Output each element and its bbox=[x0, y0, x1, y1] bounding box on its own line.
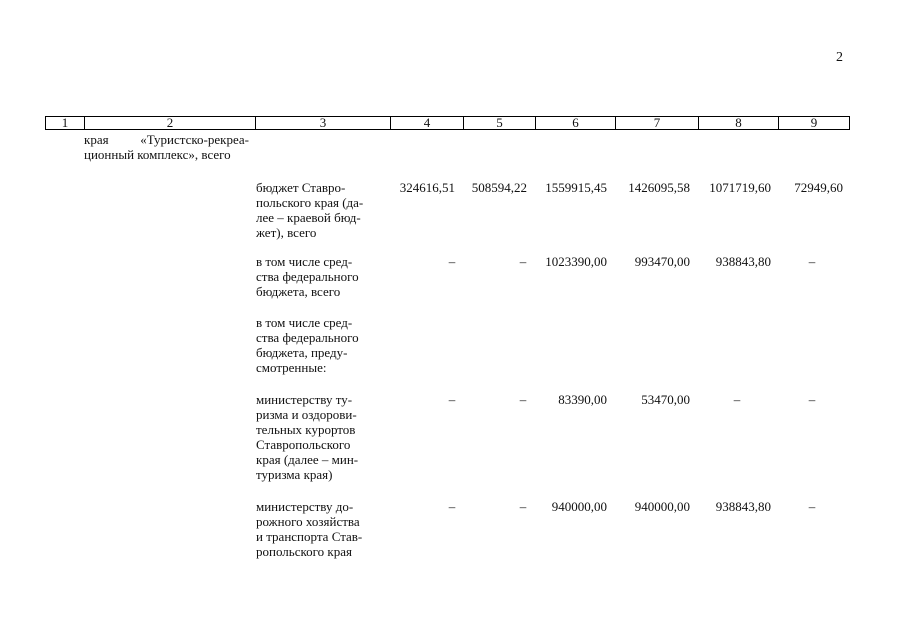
row-description bbox=[256, 315, 381, 375]
row-text-line: министерству ту- bbox=[256, 392, 353, 407]
row-value-col7: 940000,00 bbox=[634, 499, 690, 514]
row-text-line: ства федерального bbox=[256, 269, 359, 284]
row-text-line: Ставропольского bbox=[256, 437, 351, 452]
program-name-word: края bbox=[84, 132, 109, 147]
header-col-5: 5 bbox=[463, 117, 535, 129]
row-text-line: края (далее – мин- bbox=[256, 452, 359, 467]
row-value-col5: – bbox=[519, 499, 527, 514]
row-value-col6: 83390,00 bbox=[558, 392, 607, 407]
row-text-line: в том числе сред- bbox=[256, 254, 353, 269]
row-text-line: жет), всего bbox=[256, 225, 317, 240]
row-text-line: смотренные: bbox=[256, 360, 327, 375]
header-col-3: 3 bbox=[255, 117, 390, 129]
page-number: 2 bbox=[836, 50, 843, 65]
program-name-cell bbox=[84, 132, 249, 162]
header-col-9: 9 bbox=[778, 117, 849, 129]
row-description bbox=[256, 392, 381, 482]
row-value-col9: – bbox=[808, 392, 816, 407]
row-value-col7: 53470,00 bbox=[641, 392, 690, 407]
program-name-line-2: ционный комплекс», всего bbox=[84, 147, 231, 162]
row-text-line: бюджет Ставро- bbox=[256, 180, 346, 195]
row-value-col8: – bbox=[733, 392, 741, 407]
header-col-6: 6 bbox=[535, 117, 615, 129]
row-text-line: и транспорта Став- bbox=[256, 529, 363, 544]
row-text-line: рожного хозяйства bbox=[256, 514, 360, 529]
row-value-col7: 993470,00 bbox=[634, 254, 690, 269]
row-value-col8: 938843,80 bbox=[715, 499, 771, 514]
row-description bbox=[256, 180, 381, 240]
header-col-4: 4 bbox=[390, 117, 463, 129]
table-header-row bbox=[45, 116, 850, 130]
row-value-col6: 1023390,00 bbox=[545, 254, 607, 269]
row-description bbox=[256, 254, 381, 299]
row-value-col8: 938843,80 bbox=[715, 254, 771, 269]
row-text-line: лее – краевой бюд- bbox=[256, 210, 361, 225]
row-text-line: бюджета, всего bbox=[256, 284, 341, 299]
header-col-7: 7 bbox=[615, 117, 698, 129]
header-col-8: 8 bbox=[698, 117, 778, 129]
row-text-line: тельных курортов bbox=[256, 422, 356, 437]
row-text-line: бюджета, преду- bbox=[256, 345, 348, 360]
row-text-line: ропольского края bbox=[256, 544, 352, 559]
row-value-col9: – bbox=[808, 254, 816, 269]
row-value-col8: 1071719,60 bbox=[709, 180, 771, 195]
row-value-col6: 940000,00 bbox=[551, 499, 607, 514]
row-text-line: в том числе сред- bbox=[256, 315, 353, 330]
row-value-col9: – bbox=[808, 499, 816, 514]
row-text-line: министерству до- bbox=[256, 499, 354, 514]
row-text-line: ризма и оздорови- bbox=[256, 407, 357, 422]
program-name-line-1 bbox=[84, 132, 249, 147]
row-text-line: ства федерального bbox=[256, 330, 359, 345]
row-value-col5: – bbox=[519, 254, 527, 269]
row-value-col4: – bbox=[448, 499, 456, 514]
row-value-col4: – bbox=[448, 254, 456, 269]
header-col-2: 2 bbox=[84, 117, 255, 129]
row-value-col4: 324616,51 bbox=[399, 180, 455, 195]
row-value-col5: – bbox=[519, 392, 527, 407]
row-value-col9: 72949,60 bbox=[794, 180, 843, 195]
row-description bbox=[256, 499, 381, 559]
header-col-1: 1 bbox=[61, 115, 69, 130]
row-value-col7: 1426095,58 bbox=[628, 180, 690, 195]
row-value-col6: 1559915,45 bbox=[545, 180, 607, 195]
row-value-col4: – bbox=[448, 392, 456, 407]
row-text-line: туризма края) bbox=[256, 467, 333, 482]
program-name-word: «Туристско-рекреа- bbox=[140, 132, 249, 147]
row-value-col5: 508594,22 bbox=[471, 180, 527, 195]
row-text-line: польского края (да- bbox=[256, 195, 364, 210]
